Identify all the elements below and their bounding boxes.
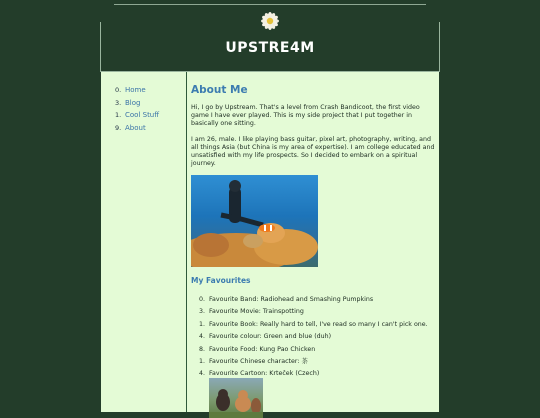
about-paragraph-intro: Hi, I go by Upstream. That's a level from Crash Bandicoot, the first video game I have ever played. This is my side project that I put together in basically one sitting.	[191, 104, 420, 127]
site-title[interactable]: UPSTRE4M	[225, 40, 315, 56]
list-item	[199, 356, 428, 368]
list-number: 1.	[199, 320, 206, 328]
list-text: Favourite Movie: Trainspotting	[209, 308, 304, 316]
list-number: 4.	[199, 370, 206, 378]
nav-link-blog[interactable]: Blog	[125, 98, 141, 107]
list-number: 1.	[199, 358, 206, 366]
page-container	[100, 72, 440, 412]
sidebar-item-home[interactable]	[115, 84, 186, 97]
list-item	[199, 331, 428, 343]
nav-link-cool-stuff[interactable]: Cool Stuff	[125, 111, 160, 119]
list-text: Favourite Book: Really hard to tell, I've read so many I can't pick one.	[209, 320, 428, 328]
about-heading: About Me	[191, 84, 248, 96]
list-text: Favourite Cartoon: Krteček (Czech)	[209, 370, 320, 378]
sidebar	[101, 72, 187, 412]
list-item	[199, 319, 428, 331]
about-paragraph-bio: I am 26, male. I like playing bass guitar, pixel art, photography, writing, and all things Asia (but China is my area of expertise). I am college educated and unsatisfied with my life prospects. So I decided to embark on a spiritual journey.	[191, 136, 435, 167]
nav-link-home[interactable]: Home	[125, 86, 146, 94]
main-content	[191, 72, 435, 412]
nav-number: 1.	[115, 111, 122, 119]
sidebar-item-blog[interactable]	[115, 97, 186, 110]
list-number: 0.	[199, 296, 206, 303]
list-text: Favourite Chinese character: 茶	[209, 358, 308, 366]
list-text: Favourite Food: Kung Pao Chicken	[209, 345, 316, 353]
nav-link-about[interactable]: About	[125, 123, 146, 132]
list-item	[199, 306, 428, 318]
top-divider	[114, 4, 426, 5]
list-text: Favourite colour: Green and blue (duh)	[209, 333, 332, 341]
sidebar-nav	[101, 72, 186, 134]
scuba-diver-photo	[191, 175, 318, 267]
nav-number: 0.	[115, 86, 122, 94]
list-number: 4.	[199, 333, 206, 341]
favourites-heading: My Favourites	[191, 276, 251, 285]
list-number: 3.	[199, 308, 206, 316]
sidebar-item-cool-stuff[interactable]	[115, 109, 186, 122]
favourites-list	[199, 294, 428, 381]
nav-number: 3.	[115, 98, 122, 107]
cartoon-image	[209, 378, 263, 418]
list-number: 8.	[199, 345, 206, 353]
sidebar-item-about[interactable]	[115, 122, 186, 135]
list-item	[199, 294, 428, 306]
list-item	[199, 344, 428, 356]
nav-number: 9.	[115, 123, 122, 132]
list-text: Favourite Band: Radiohead and Smashing Pumpkins	[209, 296, 374, 303]
